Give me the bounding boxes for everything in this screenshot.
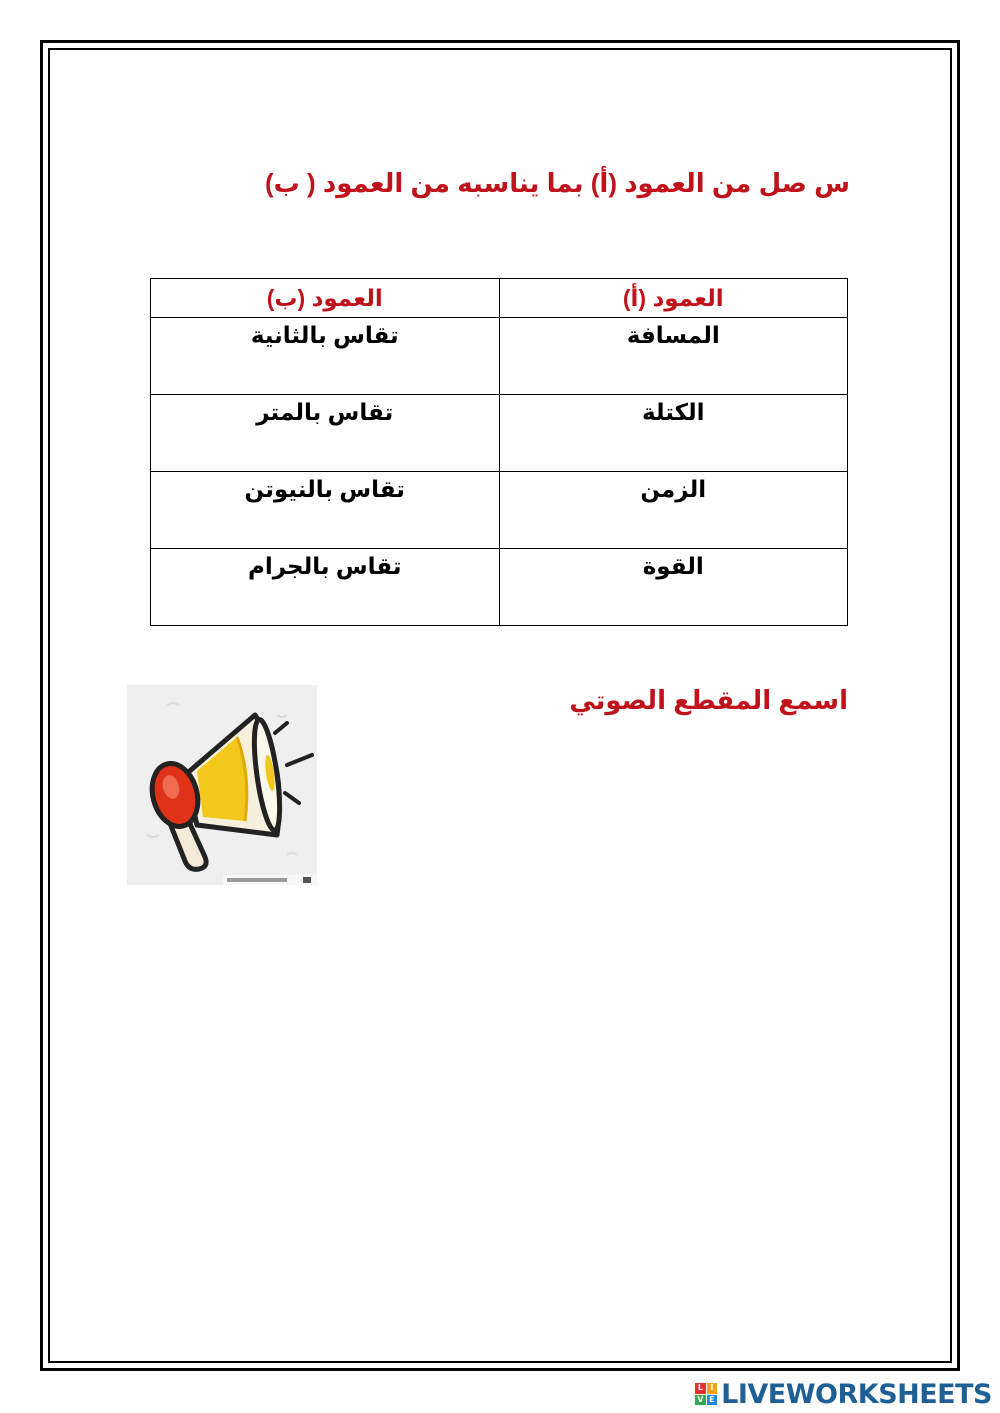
column-a-header: العمود (أ) bbox=[499, 279, 848, 318]
column-b-cell[interactable]: تقاس بالمتر bbox=[151, 395, 500, 472]
column-a-cell[interactable]: المسافة bbox=[499, 318, 848, 395]
matching-table bbox=[150, 278, 848, 626]
brand-logo-letter: L bbox=[695, 1383, 706, 1394]
table-row bbox=[151, 549, 848, 626]
column-a-cell[interactable]: القوة bbox=[499, 549, 848, 626]
column-b-cell[interactable]: تقاس بالنيوتن bbox=[151, 472, 500, 549]
column-b-cell[interactable]: تقاس بالثانية bbox=[151, 318, 500, 395]
brand-logo bbox=[695, 1383, 717, 1405]
table-row bbox=[151, 318, 848, 395]
brand-logo-letter: V bbox=[695, 1395, 706, 1406]
column-b-header: العمود (ب) bbox=[151, 279, 500, 318]
column-a-cell[interactable]: الكتلة bbox=[499, 395, 848, 472]
audio-label: اسمع المقطع الصوتي bbox=[569, 685, 848, 715]
table-header-row bbox=[151, 279, 848, 318]
brand-name: LIVEWORKSHEETS bbox=[721, 1378, 992, 1410]
table-row bbox=[151, 395, 848, 472]
brand-logo-letter: I bbox=[707, 1383, 718, 1394]
brand-logo-letter: E bbox=[707, 1395, 718, 1406]
column-a-cell[interactable]: الزمن bbox=[499, 472, 848, 549]
column-b-cell[interactable]: تقاس بالجرام bbox=[151, 549, 500, 626]
question-title: س صل من العمود (أ) بما يناسبه من العمود ( ب) bbox=[265, 168, 850, 198]
megaphone-icon[interactable] bbox=[127, 685, 317, 885]
table-row bbox=[151, 472, 848, 549]
brand bbox=[695, 1378, 992, 1410]
